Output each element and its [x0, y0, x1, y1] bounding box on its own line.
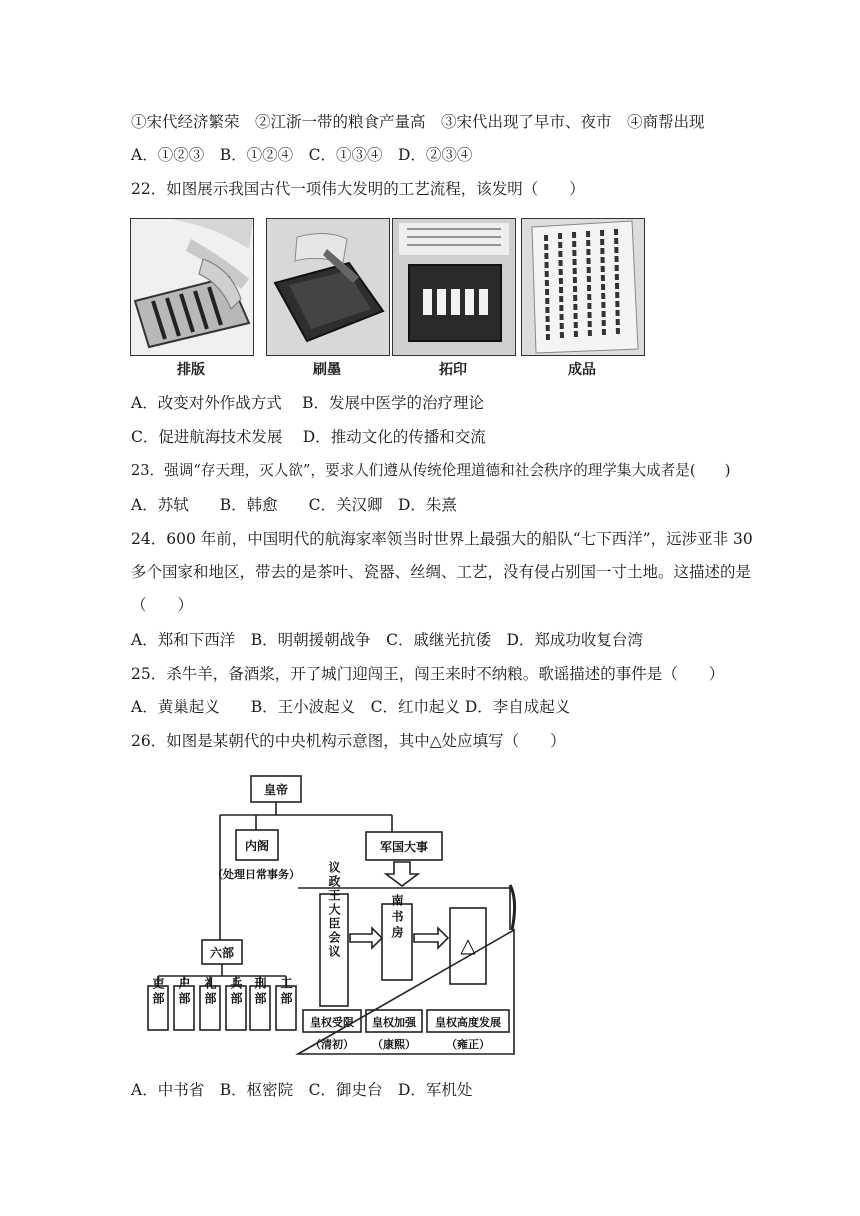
caption-rubbing: 拓印	[439, 362, 467, 378]
stage-label-restricted: 皇权受限	[310, 1016, 354, 1029]
cabinet-note-label: （处理日常事务）	[212, 868, 300, 881]
q22-options-row1: A．改变对外作战方式 B．发展中医学的治疗理论	[131, 394, 485, 412]
caption-inking: 刷墨	[313, 362, 341, 378]
q26-options: A．中书省 B．枢密院 C．御史台 D．军机处	[131, 1081, 473, 1099]
ministry-label: 兵部	[229, 977, 243, 1007]
cabinet-label: 内阁	[244, 839, 270, 853]
q24-stem-line2: 多个国家和地区，带去的是茶叶、瓷器、丝绸、工艺，没有侵占别国一寸土地。这描述的是	[131, 563, 752, 581]
q21-options: A．①②③ B．①②④ C．①③④ D．②③④	[131, 146, 473, 164]
q21-statements: ①宋代经济繁荣 ②江浙一带的粮食产量高 ③宋代出现了早市、夜市 ④商帮出现	[131, 113, 705, 131]
q24-stem-line1: 24．600 年前，中国明代的航海家率领当时世界上最强大的船队“七下西洋”，远涉亚非 30	[131, 530, 753, 548]
typesetting-photo	[130, 218, 254, 356]
six-ministries-label: 六部	[209, 946, 235, 960]
q23-stem: 23．强调“存天理，灭人欲”，要求人们遵从传统伦理道德和社会秩序的理学集大成者是( )	[131, 462, 731, 479]
emperor-label: 皇帝	[263, 783, 289, 797]
q25-stem: 25．杀牛羊，备酒浆，开了城门迎闯王，闯王来时不纳粮。歌谣描述的事件是（ ）	[131, 665, 725, 683]
ministry-label: 礼部	[203, 977, 217, 1007]
ministry-label: 刑部	[253, 977, 267, 1007]
finished-product-photo	[521, 218, 645, 356]
reign-label-yongzheng: （雍正）	[446, 1038, 490, 1051]
military-affairs-label: 军国大事	[379, 840, 429, 854]
target-triangle-label: △	[460, 933, 476, 957]
council-label: 议政王大臣会议	[327, 861, 341, 959]
inking-photo	[266, 218, 390, 356]
caption-typesetting: 排版	[177, 362, 205, 378]
q25-options: A．黄巢起义 B．王小波起义 C．红巾起义 D．李自成起义	[131, 698, 571, 716]
q22-stem: 22．如图展示我国古代一项伟大发明的工艺流程，该发明（ ）	[131, 180, 585, 198]
ministry-label: 工部	[279, 977, 293, 1007]
stage-label-peak: 皇权高度发展	[435, 1016, 501, 1029]
q23-options: A．苏轼 B．韩愈 C．关汉卿 D．朱熹	[131, 496, 457, 514]
stage-label-strengthened: 皇权加强	[372, 1016, 416, 1029]
rubbing-photo	[392, 218, 516, 356]
q26-stem: 26．如图是某朝代的中央机构示意图，其中△处应填写（ ）	[131, 732, 566, 750]
q24-options: A．郑和下西洋 B．明朝援朝战争 C．戚继光抗倭 D．郑成功收复台湾	[131, 631, 643, 649]
caption-finished-product: 成品	[568, 362, 596, 378]
ministry-label: 吏部	[151, 977, 165, 1007]
ministry-label: 户部	[177, 977, 191, 1007]
central-institutions-diagram	[136, 770, 526, 1065]
reign-label-early-qing: （清初）	[310, 1038, 354, 1051]
south-study-label: 南书房	[390, 894, 404, 942]
printing-process-photos	[130, 218, 645, 378]
q24-stem-line3: （ ）	[131, 596, 194, 614]
reign-label-kangxi: （康熙）	[372, 1038, 416, 1051]
q22-options-row2: C．促进航海技术发展 D．推动文化的传播和交流	[131, 428, 486, 446]
